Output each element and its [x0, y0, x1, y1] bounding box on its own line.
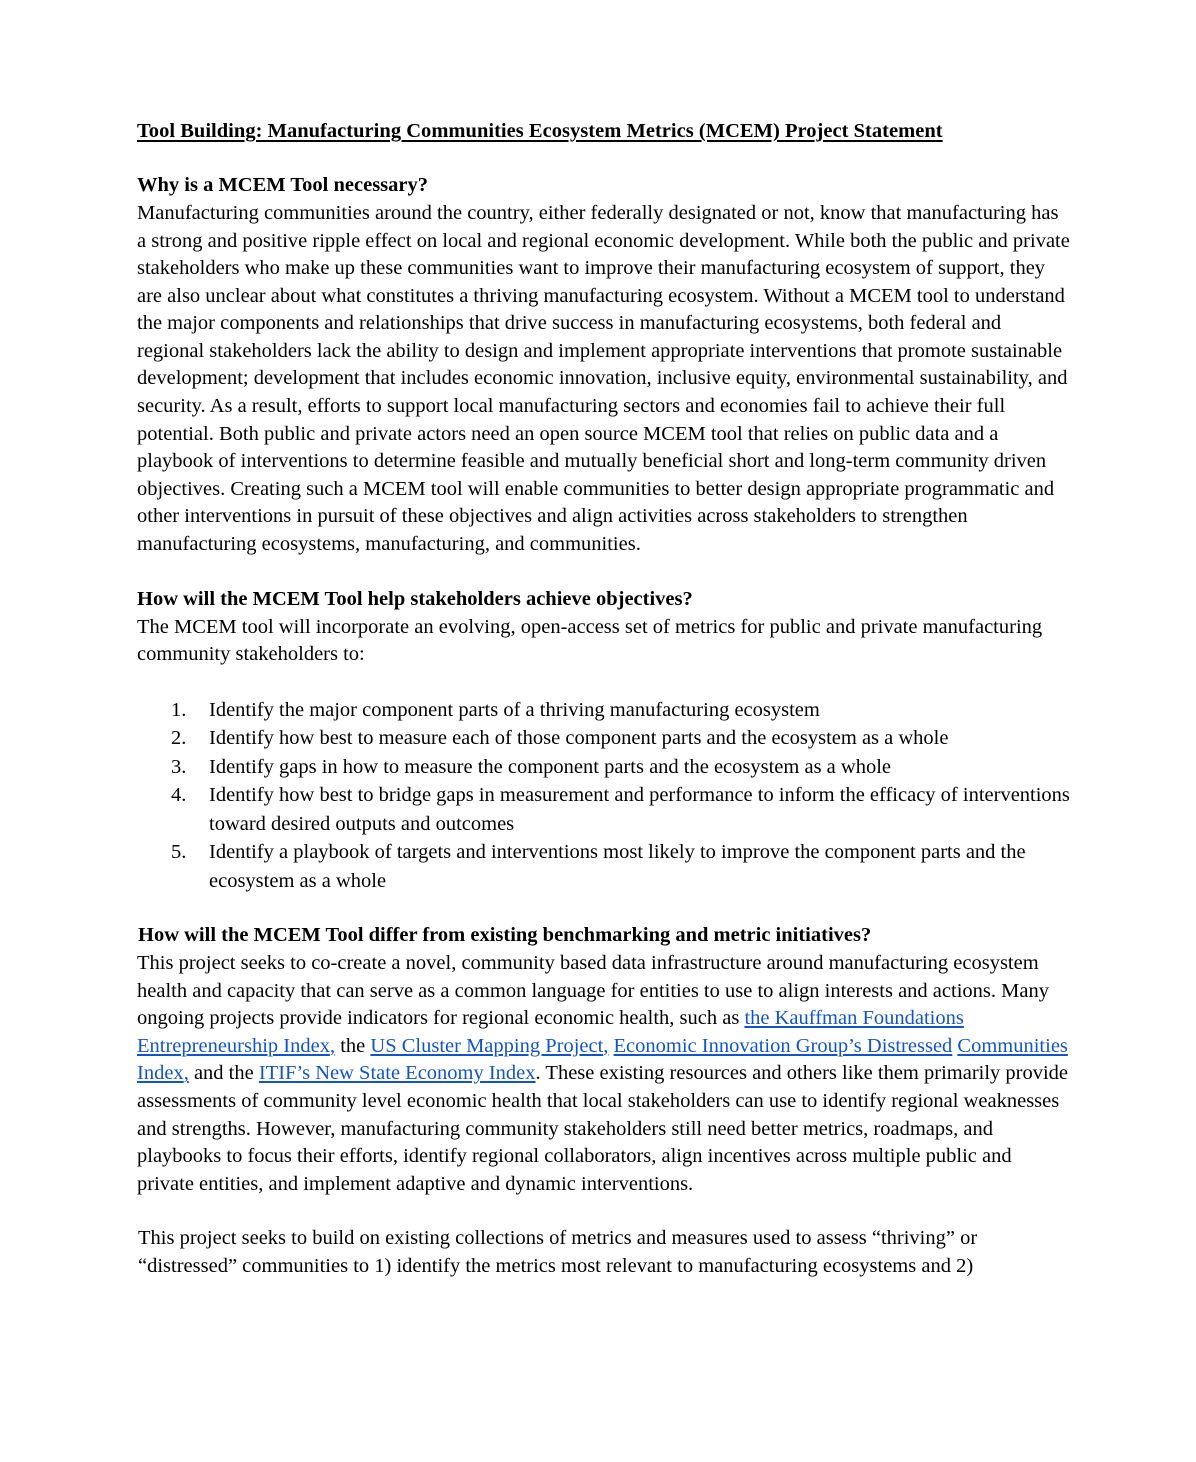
text-connector-and-the: and the — [188, 1062, 259, 1085]
spacer — [137, 895, 1070, 922]
link-us-cluster-mapping-project[interactable]: US Cluster Mapping Project — [370, 1034, 604, 1057]
link-kauffman-foundations[interactable]: the Kauffman Foundations — [744, 1007, 964, 1030]
list-item-number: 1. — [171, 698, 187, 721]
list-item-text: Identify how best to bridge gaps in measurement and performance to inform the efficacy of interventions toward desired outputs and outcomes — [209, 784, 1070, 835]
link-communities-index[interactable]: Communities Index — [137, 1034, 1068, 1085]
section-heading-differ: How will the MCEM Tool differ from existing benchmarking and metric initiatives? — [138, 924, 872, 947]
list-item-number: 4. — [171, 784, 187, 807]
section-body-differ — [137, 950, 1070, 1198]
list-item-number: 5. — [171, 841, 187, 864]
link-itif-new-state-economy-index[interactable]: ITIF’s New State Economy Index — [258, 1062, 536, 1085]
spacer — [137, 669, 1070, 696]
link-entrepreneurship-index[interactable]: Entrepreneurship Index — [137, 1034, 330, 1057]
link-trailing-comma: , — [183, 1062, 189, 1085]
list-item — [137, 753, 1070, 782]
list-item-number: 2. — [171, 727, 187, 750]
objectives-list — [137, 696, 1070, 896]
list-item-text: Identify a playbook of targets and interventions most likely to improve the component parts and the ecosystem as a whole — [209, 841, 1026, 892]
list-item — [137, 838, 1070, 895]
list-item — [137, 724, 1070, 753]
list-item — [137, 696, 1070, 725]
section-heading-why: Why is a MCEM Tool necessary? — [137, 174, 428, 197]
differ-text-lead: This project seeks to co-create a novel, community based data infrastructure around manufacturing ecosystem health and capacity that can serve as a common language for entities to use to align interests and actions. Many ongoing projects provide indicators for regional economic health, such as — [137, 952, 1049, 1030]
list-item-text: Identify the major component parts of a thriving manufacturing ecosystem — [209, 698, 820, 721]
spacer — [137, 1198, 1070, 1225]
section-body-help: The MCEM tool will incorporate an evolving, open-access set of metrics for public and private manufacturing community stakeholders to: — [137, 615, 1043, 666]
section-heading-help: How will the MCEM Tool help stakeholders achieve objectives? — [137, 587, 693, 610]
text-connector-the: the — [335, 1034, 371, 1057]
differ-text-tail: . These existing resources and others like them primarily provide assessments of community level economic health that local stakeholders can use to identify regional weaknesses and strengths. However, manufacturing community stakeholders still need better metrics, roadmaps, and playbooks to focus their efforts, identify regional collaborators, align incentives across multiple public and private entities, and implement adaptive and dynamic interventions. — [137, 1062, 1069, 1195]
list-item-text: Identify gaps in how to measure the component parts and the ecosystem as a whole — [209, 755, 892, 778]
spacer — [137, 145, 1070, 172]
section-body-closing: This project seeks to build on existing collections of metrics and measures used to assess “thriving” or “distressed” communities to 1) identify the metrics most relevant to manufacturing ecosystems and 2) — [138, 1227, 978, 1278]
link-economic-innovation-group-distressed[interactable]: Economic Innovation Group’s Distressed — [613, 1034, 953, 1057]
document-title: Tool Building: Manufacturing Communities Ecosystem Metrics (MCEM) Project Statement — [137, 120, 943, 142]
list-item-number: 3. — [171, 755, 187, 778]
list-item — [137, 781, 1070, 838]
list-item-text: Identify how best to measure each of those component parts and the ecosystem as a whole — [209, 727, 949, 750]
link-trailing-comma: , — [329, 1034, 336, 1057]
section-body-why: Manufacturing communities around the country, either federally designated or not, know that manufacturing has a strong and positive ripple effect on local and regional economic development. While both the public and private stakeholders who make up these communities want to improve their manufacturing ecosystem of support, they are also unclear about what constitutes a thriving manufacturing ecosystem. Without a MCEM tool to understand the major components and relationships that drive success in manufacturing ecosystems, both federal and regional stakeholders lack the ability to design and implement appropriate interventions that promote sustainable development; development that includes economic innovation, inclusive equity, environmental sustainability, and security. As a result, efforts to support local manufacturing sectors and economies fail to achieve their full potential. Both public and private actors need an open source MCEM tool that relies on public data and a playbook of interventions to determine feasible and mutually beneficial short and long-term community driven objectives. Creating such a MCEM tool will enable communities to better design appropriate programmatic and other interventions in pursuit of these objectives and align activities across stakeholders to strengthen manufacturing ecosystems, manufacturing, and communities. — [137, 201, 1070, 556]
spacer — [137, 559, 1070, 586]
link-trailing-comma: , — [603, 1034, 609, 1057]
